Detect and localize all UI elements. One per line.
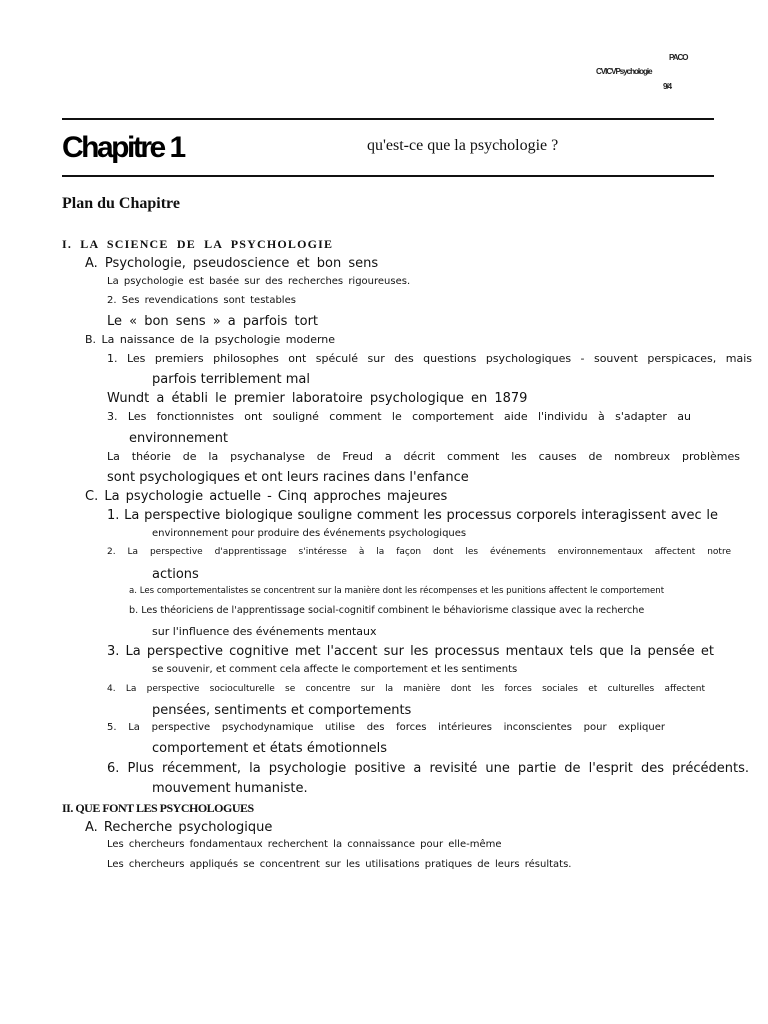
list-item: 3. La perspective cognitive met l'accent sur les processus mentaux tels que la pensée et (107, 644, 714, 659)
subsection-c: C. La psychologie actuelle - Cinq approches majeures (85, 489, 448, 504)
list-item-cont: se souvenir, et comment cela affecte le comportement et les sentiments (152, 664, 518, 675)
list-subitem: b. Les théoriciens de l'apprentissage social-cognitif combinent le béhaviorisme classique avec la recherche (129, 605, 645, 616)
list-item: Les chercheurs appliqués se concentrent sur les utilisations pratiques de leurs résultats. (107, 859, 572, 870)
section-heading-2: II. QUE FONT LES PSYCHOLOGUES (62, 801, 254, 815)
subsection-a: A. Psychologie, pseudoscience et bon sens (85, 256, 379, 271)
header-mark-top: PACO (669, 53, 688, 62)
list-item: Les chercheurs fondamentaux recherchent la connaissance pour elle-même (107, 839, 502, 850)
list-item-cont: pensées, sentiments et comportements (152, 703, 412, 718)
list-item-cont: environnement (129, 431, 229, 446)
header-mark-page: 9/4 (663, 82, 672, 91)
list-item: 1. La perspective biologique souligne comment les processus corporels interagissent avec le (107, 508, 718, 523)
subsection-a: A. Recherche psychologique (85, 820, 273, 835)
list-subitem-cont: sur l'influence des événements mentaux (152, 625, 377, 638)
list-item-cont: comportement et états émotionnels (152, 741, 387, 756)
list-item: 2. Ses revendications sont testables (107, 295, 296, 306)
list-item: 2. La perspective d'apprentissage s'intéresse à la façon dont les événements environnementaux affectent notre (107, 547, 731, 557)
list-item: Wundt a établi le premier laboratoire psychologique en 1879 (107, 391, 528, 406)
list-item: La psychologie est basée sur des recherches rigoureuses. (107, 276, 411, 287)
header-mark-course: CVICVPsychologie (596, 67, 652, 76)
list-item-cont: parfois terriblement mal (152, 372, 311, 387)
list-item-cont: sont psychologiques et ont leurs racines dans l'enfance (107, 470, 469, 485)
list-item: 5. La perspective psychodynamique utilise des forces intérieures inconscientes pour expliquer (107, 722, 665, 733)
list-subitem: a. Les comportementalistes se concentrent sur la manière dont les récompenses et les punitions affectent le comportement (129, 586, 665, 596)
list-item: 6. Plus récemment, la psychologie positive a revisité une partie de l'esprit des précédents. (107, 761, 749, 776)
plan-title: Plan du Chapitre (62, 195, 180, 212)
subsection-b: B. La naissance de la psychologie moderne (85, 333, 336, 346)
bottom-rule (62, 175, 714, 177)
section-heading-1: I. LA SCIENCE DE LA PSYCHOLOGIE (62, 237, 334, 251)
chapter-title: Chapitre 1 (62, 131, 184, 164)
list-item-cont: environnement pour produire des événements psychologiques (152, 528, 467, 539)
list-item: 4. La perspective socioculturelle se concentre sur la manière dont les forces sociales et culturelles affectent (107, 684, 705, 694)
list-item: La théorie de la psychanalyse de Freud a décrit comment les causes de nombreux problèmes (107, 450, 740, 463)
list-item-cont: actions (152, 567, 199, 582)
list-item: 1. Les premiers philosophes ont spéculé sur des questions psychologiques - souvent perspicaces, mais (107, 352, 752, 365)
top-rule (62, 118, 714, 120)
list-item: Le « bon sens » a parfois tort (107, 314, 319, 329)
list-item-cont: mouvement humaniste. (152, 781, 308, 796)
chapter-subtitle: qu'est-ce que la psychologie ? (367, 137, 559, 154)
list-item: 3. Les fonctionnistes ont souligné comment le comportement aide l'individu à s'adapter au (107, 410, 691, 423)
